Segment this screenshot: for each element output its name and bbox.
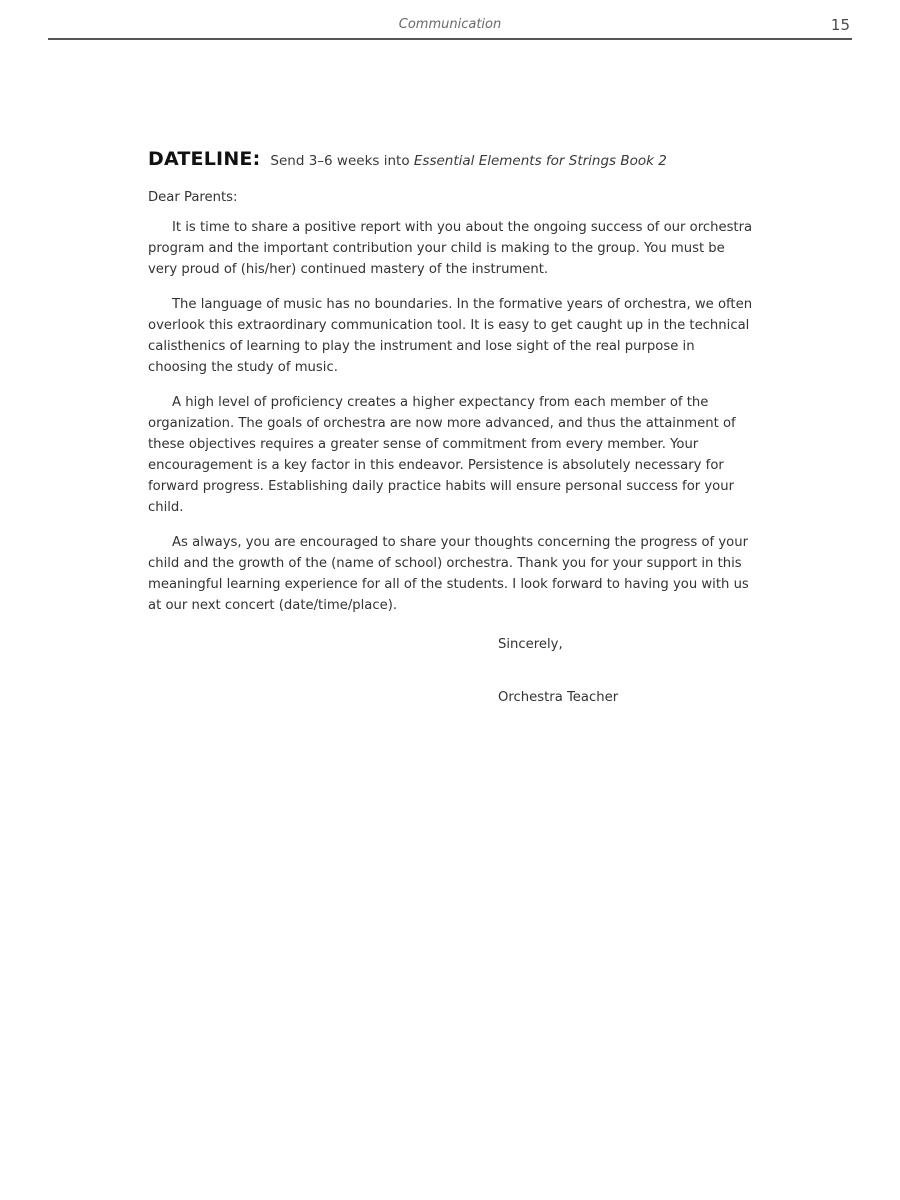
letter-paragraph-4: As always, you are encouraged to share your thoughts concerning the progress of your child and the growth of the (name of school) orchestra. Thank you for your support in this meaningful learning experience for all of the students. I look forward to having you with us at our next concert (date/time/place). bbox=[148, 535, 749, 613]
salutation: Dear Parents: bbox=[148, 190, 238, 205]
signer: Orchestra Teacher bbox=[498, 690, 619, 705]
dateline bbox=[148, 148, 754, 170]
book-title: Essential Elements for Strings Book 2 bbox=[413, 153, 667, 169]
letter-closing-block bbox=[498, 637, 754, 705]
dateline-label: DATELINE: bbox=[148, 148, 261, 170]
dateline-text: Send 3–6 weeks into bbox=[270, 153, 414, 169]
letter-paragraph-3: A high level of proficiency creates a higher expectancy from each member of the organization. The goals of orchestra are now more advanced, and thus the attainment of these objectives requires a greater sense of commitment from every member. Your encouragement is a key factor in this endeavor. Persistence is absolutely necessary for forward progress. Establishing daily practice habits will ensure personal success for your child. bbox=[148, 395, 736, 515]
running-title: Communication bbox=[398, 17, 502, 32]
running-header bbox=[48, 14, 852, 40]
page-number: 15 bbox=[830, 16, 850, 34]
closing: Sincerely, bbox=[498, 637, 563, 652]
letter bbox=[148, 148, 754, 705]
letter-paragraph-2: The language of music has no boundaries. In the formative years of orchestra, we often overlook this extraordinary communication tool. It is easy to get caught up in the technical calisthenics of learning to play the instrument and lose sight of the real purpose in choosing the study of music. bbox=[148, 297, 753, 375]
letter-paragraph-1: It is time to share a positive report with you about the ongoing success of our orchestra program and the important contribution your child is making to the group. You must be very proud of (his/her) continued mastery of the instrument. bbox=[148, 220, 753, 277]
